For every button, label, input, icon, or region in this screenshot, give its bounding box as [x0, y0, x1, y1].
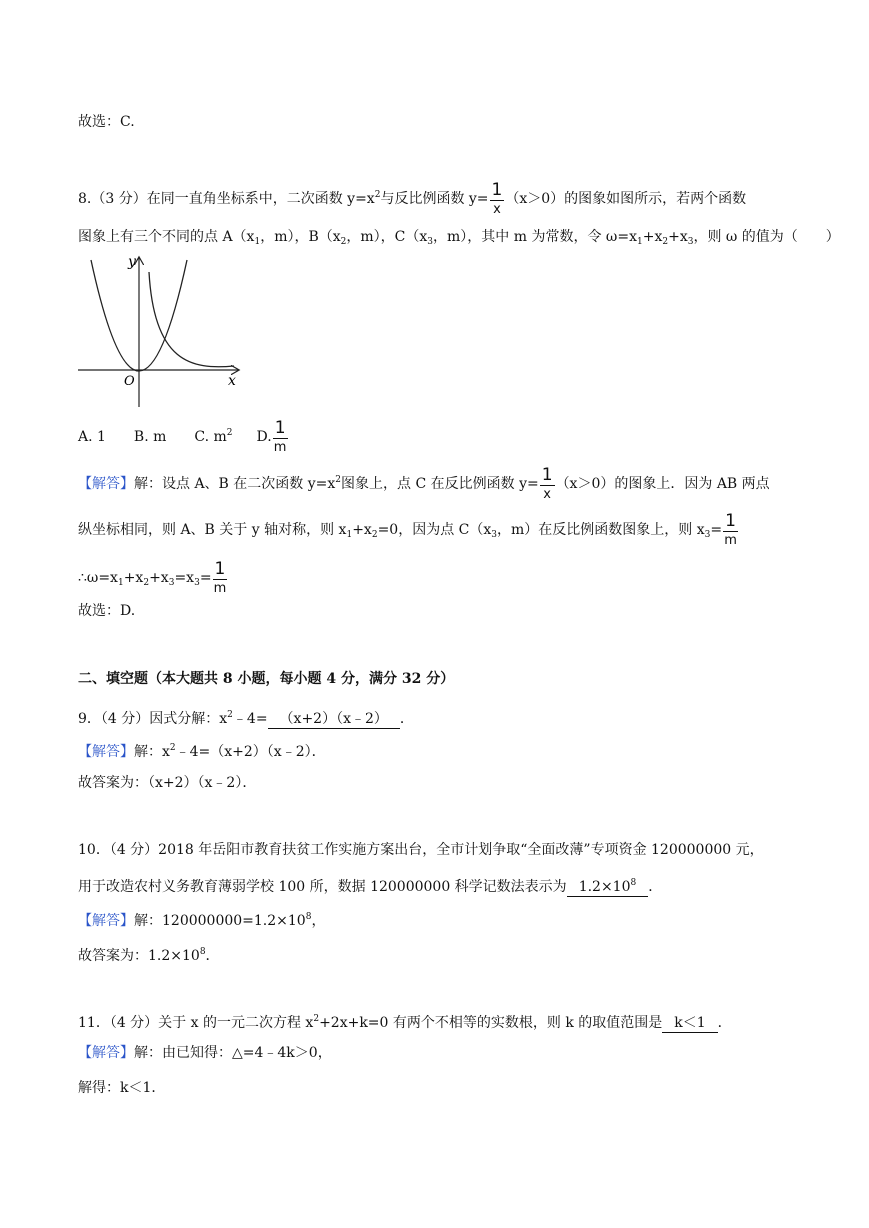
- q8-text: +x: [668, 229, 688, 245]
- solution-text: 解：由已知得：△=4﹣4k＞0，: [134, 1045, 332, 1061]
- option-c-text: C. m: [194, 429, 227, 445]
- option-d-text: D.: [256, 429, 272, 445]
- solution-text: +x: [149, 570, 169, 586]
- q9-text: ．: [399, 711, 414, 727]
- fraction-1-over-m: [273, 420, 288, 454]
- subscript: 3: [194, 578, 200, 588]
- option-d: [256, 418, 289, 455]
- q7-choice: 故选：C.: [78, 114, 135, 130]
- subscript: 3: [491, 530, 498, 540]
- q8-choice: 故选：D.: [78, 603, 136, 619]
- q8-text: ，m），其中 m 为常数，令 ω=x: [433, 229, 637, 245]
- solution-tag: 【解答】: [78, 744, 134, 760]
- solution-text: ﹣4=（x+2）（x﹣2）．: [175, 744, 326, 760]
- q8-solution-line1: [78, 467, 770, 501]
- subscript: 2: [340, 237, 347, 247]
- solution-text: ∴ω=x: [78, 570, 118, 586]
- q8-text: ，m），B（x: [260, 229, 341, 245]
- fraction-numerator: 1: [725, 511, 736, 531]
- solution-text: ，m）在反比例函数图象上，则 x: [497, 522, 705, 538]
- solution-text: ，: [311, 913, 326, 929]
- q8-number: 8.: [78, 191, 92, 207]
- solution-text: （x＞0）的图象上．因为 AB 两点: [555, 476, 770, 492]
- final-text: 故答案为：1.2×10: [78, 948, 200, 964]
- q8-solution-line2: [78, 513, 739, 547]
- solution-tag: 【解答】: [78, 913, 134, 929]
- solution-text: =0，因为点 C（x: [377, 522, 492, 538]
- x-axis-label: x: [228, 373, 236, 389]
- fraction-denominator: x: [543, 487, 551, 502]
- hyperbola-curve: [149, 272, 234, 367]
- fraction-1-over-m: [213, 561, 228, 595]
- solution-text: 图象上，点 C 在反比例函数 y=: [341, 476, 539, 492]
- superscript: 2: [335, 475, 342, 485]
- solution-text: +x: [352, 522, 372, 538]
- subscript: 1: [636, 237, 643, 247]
- fraction-denominator: m: [213, 581, 227, 596]
- q10-stem-line1: 10．（4 分）2018 年岳阳市教育扶贫工作实施方案出台，全市计划争取“全面改薄”专项资金 120000000 元，: [78, 842, 764, 858]
- q11-text: ．: [717, 1015, 732, 1031]
- fraction-numerator: 1: [491, 180, 503, 200]
- y-axis-label: y: [128, 254, 136, 270]
- superscript: 2: [226, 428, 233, 438]
- q11-stem: [78, 1009, 732, 1033]
- superscript: 2: [169, 743, 176, 753]
- q10-stem-line2: [78, 874, 662, 897]
- fraction-1-over-x: [540, 467, 555, 501]
- solution-text: 解：设点 A、B 在二次函数 y=x: [134, 476, 336, 492]
- answer-text: 1.2×10: [578, 879, 631, 895]
- q11-solution: [78, 1043, 332, 1063]
- solution-text: 解：120000000=1.2×10: [134, 913, 306, 929]
- fraction-denominator: m: [273, 440, 287, 455]
- solution-text: =: [710, 522, 723, 538]
- option-c: [194, 429, 232, 445]
- fraction-numerator: 1: [214, 559, 226, 579]
- q10-final: [78, 942, 220, 966]
- function-graph: [76, 252, 256, 412]
- q10-text: 用于改造农村义务教育薄弱学校 100 所，数据 120000000 科学记数法表示为: [78, 879, 567, 895]
- q11-text: +2x+k=0 有两个不相等的实数根，则 k 的取值范围是: [319, 1015, 663, 1031]
- answer-blank: k＜1: [662, 1014, 717, 1033]
- subscript: 2: [662, 237, 669, 247]
- fraction-numerator: 1: [541, 465, 553, 485]
- q8-score: （3 分）: [91, 191, 147, 207]
- q8-text: ，m），C（x: [346, 229, 428, 245]
- superscript: 2: [313, 1014, 320, 1024]
- q8-text: +x: [642, 229, 663, 245]
- q9-final: 故答案为：（x+2）（x﹣2）．: [78, 775, 257, 791]
- option-b: B. m: [133, 429, 167, 445]
- solution-tag: 【解答】: [78, 1045, 134, 1061]
- q8-stem-line2: [78, 227, 840, 252]
- fraction-1-over-x: [490, 182, 505, 216]
- subscript: 3: [687, 237, 694, 247]
- q8-text: 在同一直角坐标系中，二次函数 y=x: [146, 191, 375, 207]
- q11-final: 解得：k＜1．: [78, 1080, 166, 1096]
- solution-text: +x: [123, 570, 144, 586]
- answer-blank: [567, 874, 649, 897]
- subscript: 1: [117, 578, 124, 588]
- subscript: 3: [704, 530, 711, 540]
- q8-stem-line1: [78, 182, 746, 216]
- q9-text: ﹣4=: [232, 711, 268, 727]
- q9-solution: [78, 738, 326, 762]
- answer-blank: （x+2）（x﹣2）: [268, 710, 400, 729]
- subscript: 3: [427, 237, 434, 247]
- fraction-denominator: x: [493, 202, 501, 217]
- solution-text: =x: [174, 570, 195, 586]
- q9-stem: [78, 705, 414, 729]
- subscript: 2: [143, 578, 150, 588]
- q10-text: ．: [648, 879, 663, 895]
- q11-text: 11．（4 分）关于 x 的一元二次方程 x: [78, 1015, 314, 1031]
- subscript: 1: [254, 237, 261, 247]
- q8-text: （x＞0）的图象如图所示，若两个函数: [505, 191, 747, 207]
- superscript: 8: [305, 912, 312, 922]
- solution-tag: 【解答】: [78, 476, 134, 492]
- q10-solution: [78, 907, 325, 931]
- subscript: 2: [371, 530, 378, 540]
- superscript: 8: [630, 878, 637, 888]
- superscript: 2: [374, 190, 381, 200]
- fraction-numerator: 1: [274, 418, 286, 438]
- subscript: 3: [168, 578, 175, 588]
- q8-text: 图象上有三个不同的点 A（x: [78, 229, 255, 245]
- q8-solution-line3: [78, 561, 228, 595]
- final-text: ．: [205, 948, 220, 964]
- option-a: A. 1: [78, 429, 106, 445]
- q9-text: 9．（4 分）因式分解：x: [78, 711, 228, 727]
- superscript: 2: [227, 710, 233, 720]
- solution-text: =: [199, 570, 212, 586]
- q8-text: ，则 ω 的值为（ ）: [693, 229, 840, 245]
- section-heading: 二、填空题（本大题共 8 小题，每小题 4 分，满分 32 分）: [78, 671, 455, 687]
- solution-text: 解：x: [134, 744, 170, 760]
- fraction-1-over-m: [723, 513, 738, 547]
- superscript: 8: [199, 947, 206, 957]
- q8-options: [78, 420, 289, 454]
- subscript: 1: [346, 530, 353, 540]
- origin-label: O: [124, 374, 135, 389]
- solution-text: 纵坐标相同，则 A、B 关于 y 轴对称，则 x: [78, 522, 347, 538]
- q8-text: 与反比例函数 y=: [380, 191, 489, 207]
- fraction-denominator: m: [724, 533, 737, 548]
